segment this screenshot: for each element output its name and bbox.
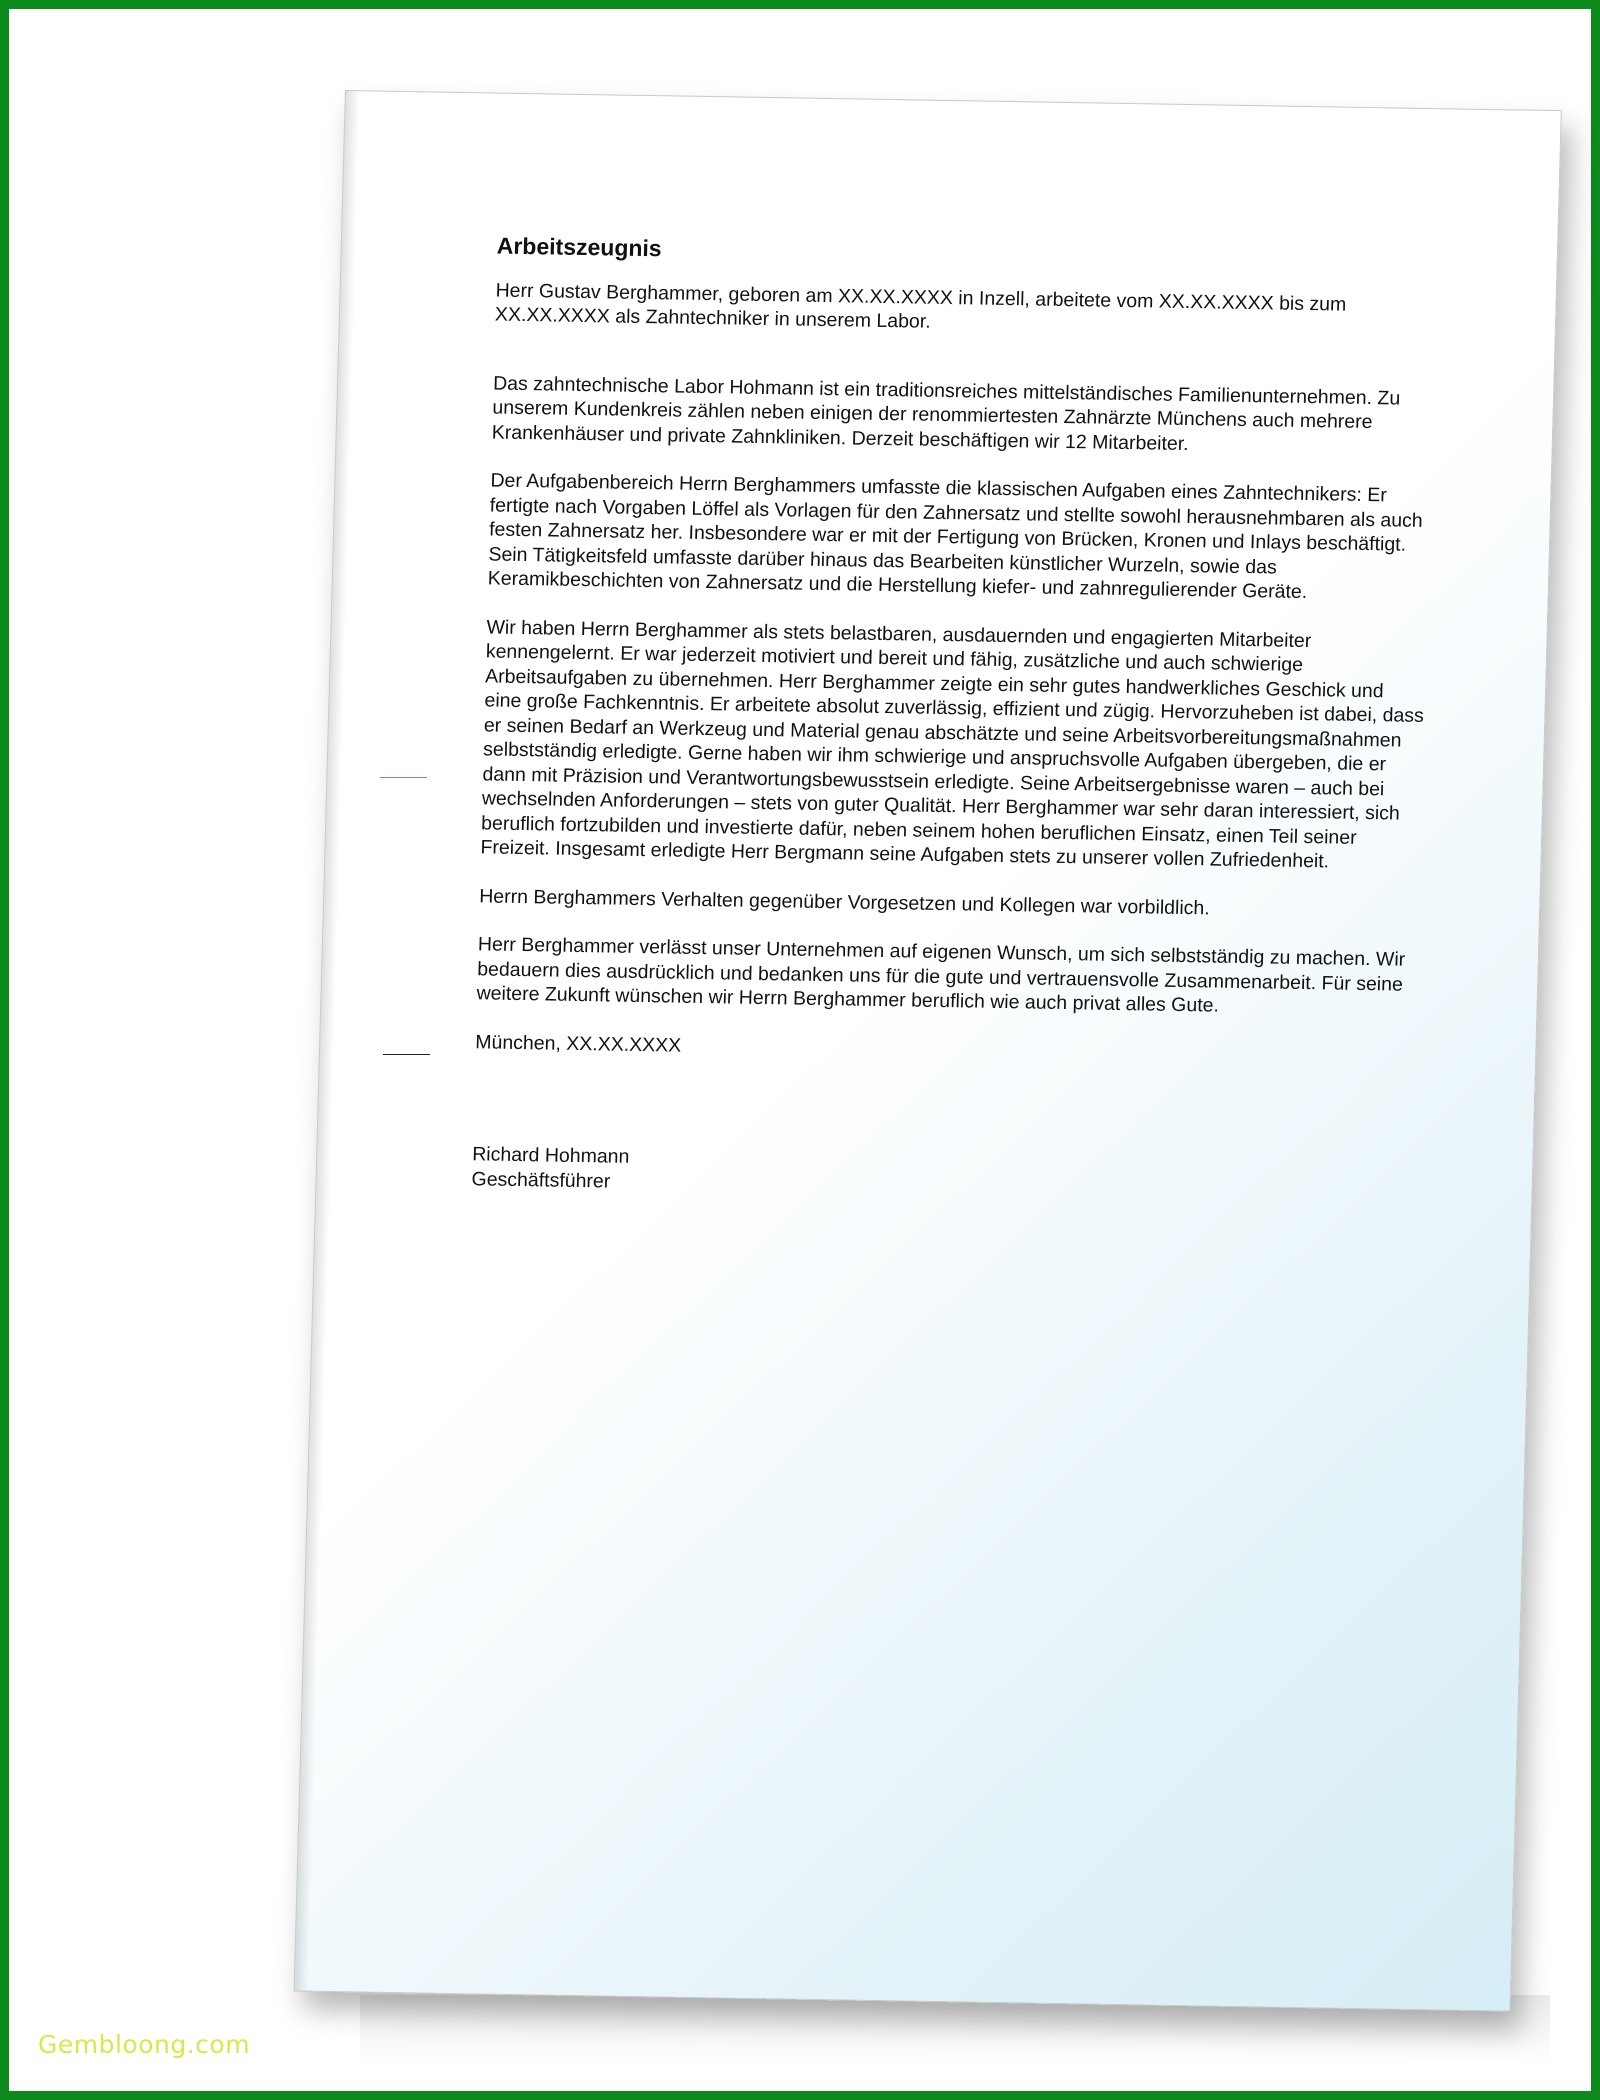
watermark-text: Gembloong.com <box>38 2030 251 2059</box>
conduct-paragraph: Herrn Berghammers Verhalten gegenüber Vorgesetzen und Kollegen war vorbildlich. <box>478 884 1211 919</box>
fold-mark-lower <box>383 1054 430 1055</box>
place-date: München, XX.XX.XXXX <box>474 1030 682 1057</box>
signature-role: Geschäftsführer <box>471 1167 611 1193</box>
intro-paragraph: Herr Gustav Berghammer, geboren am XX.XX.XXXX in Inzell, arbeitete vom XX.XX.XXXX bis zum XX.XX.XXXX als Zahntechniker in unserem Labor. <box>494 279 1347 333</box>
signature-name: Richard Hohmann <box>471 1143 630 1168</box>
document-body <box>471 234 1437 1207</box>
closing-paragraph: Herr Berghammer verlässt unser Unternehmen auf eigenen Wunsch, um sich selbstständig zu machen. Wir bedauern dies ausdrücklich und bedanken uns für die gute und vertrauensvolle Zusammenarbeit. Für seine weitere Zukunft wünschen wir Herrn Berghammer beruflich wie auch privat alles Gute. <box>476 933 1406 1017</box>
assessment-paragraph: Wir haben Herrn Berghammer als stets belastbaren, ausdauernden und engagierten Mitarbeiter kennengelernt. Er war jederzeit motiviert und bereit und fähig, zusätzliche und auch schwierige Arbeitsaufgaben zu übernehmen. Herr Berghammer zeigte ein sehr gutes handwerkliches Geschick und eine große Fachkenntnis. Er arbeitete absolut zuverlässig, effizient und zügig. Hervorzuheben ist dabei, dass er seinen Bedarf an Werkzeug und Material genau abschätzte und seine Arbeitsvorbereitungsmaßnahmen selbstständig erledigte. Gerne haben wir ihm schwierige und anspruchsvolle Aufgaben übergeben, die er dann mit Präzision und Verantwortungsbewusstsein erledigte. Seine Arbeitsergebnisse waren – auch bei wechselnden Anforderungen – stets von guter Qualität. Herr Berghammer war sehr daran interessiert, sich beruflich fortzubilden und investierte dafür, neben seinem hohen beruflichen Einsatz, einen Teil seiner Freizeit. Insgesamt erledigte Herr Bergmann seine Aufgaben stets zu unserer vollen Zufriedenheit. <box>480 615 1425 873</box>
document-title: Arbeitszeugnis <box>496 232 663 262</box>
tasks-paragraph: Der Aufgabenbereich Herrn Berghammers umfasste die klassischen Aufgaben eines Zahntechnikers: Er fertigte nach Vorgaben Löffel als Vorlagen für den Zahnersatz und stellte sowohl herausnehmbaren als auch festen Zahnersatz her. Insbesondere war er mit der Fertigung von Brücken, Kronen und Inlays beschäftigt. Sein Tätigkeitsfeld umfasste darüber hinaus das Bearbeiten künstlicher Wurzeln, sowie das Keramikbeschichten von Zahnersatz und die Herstellung kiefer- und zahnregulierender Geräte. <box>487 469 1424 604</box>
document-page <box>294 90 1562 2012</box>
fold-mark-upper <box>380 777 427 778</box>
company-paragraph: Das zahntechnische Labor Hohmann ist ein traditionsreiches mittelständisches Familienunternehmen. Zu unserem Kundenkreis zählen neben einigen der renommiertesten Zahnärzte Münchens auch mehrere Krankenhäuser und private Zahnkliniken. Derzeit beschäftigen wir 12 Mitarbeiter. <box>491 371 1401 455</box>
